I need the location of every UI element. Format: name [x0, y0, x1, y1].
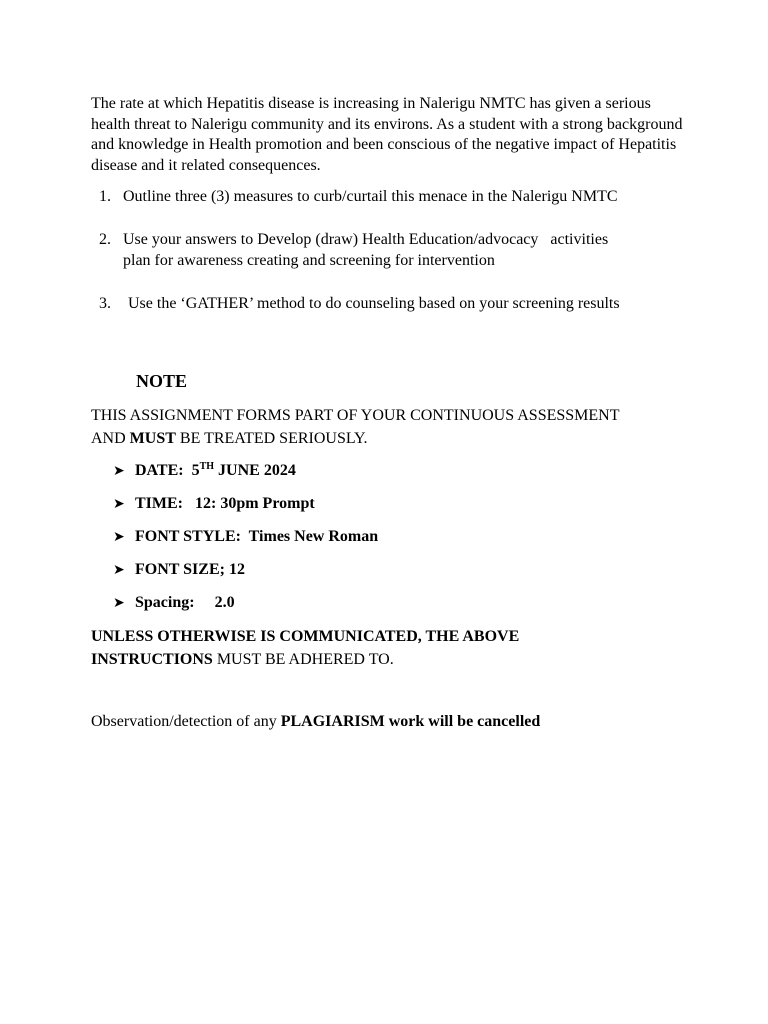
instruction-time — [113, 494, 315, 514]
adherence-notice — [91, 625, 691, 671]
question-number: 2. — [99, 231, 111, 248]
font-size-text: FONT SIZE; 12 — [135, 561, 245, 578]
question-text-line2: plan for awareness creating and screening for intervention — [123, 251, 495, 269]
question-number: 3. — [99, 295, 111, 312]
date-superscript: TH — [199, 461, 215, 472]
note-heading: NOTE — [136, 371, 188, 391]
date-suffix: JUNE 2024 — [214, 462, 296, 479]
instruction-date — [113, 461, 296, 481]
arrow-bullet-icon: ➤ — [113, 463, 125, 479]
arrow-bullet-icon: ➤ — [113, 529, 125, 545]
question-item-3 — [99, 294, 620, 315]
arrow-bullet-icon: ➤ — [113, 595, 125, 611]
instruction-spacing — [113, 593, 235, 613]
font-style-text: FONT STYLE: Times New Roman — [135, 528, 379, 545]
arrow-bullet-icon: ➤ — [113, 562, 125, 578]
arrow-bullet-icon: ➤ — [113, 496, 125, 512]
instruction-font-style — [113, 527, 378, 547]
assignment-line2-post: BE TREATED SERIOUSLY. — [175, 430, 368, 447]
instruction-font-size — [113, 560, 245, 580]
spacing-text: Spacing: 2.0 — [135, 594, 235, 611]
assignment-must: MUST — [129, 430, 176, 447]
question-text: Outline three (3) measures to curb/curtail this menace in the Nalerigu NMTC — [123, 188, 618, 205]
assignment-line2-pre: AND — [91, 430, 130, 447]
time-text: TIME: 12: 30pm Prompt — [135, 495, 315, 512]
adherence-line1: UNLESS OTHERWISE IS COMMUNICATED, THE ABOVE — [91, 628, 520, 645]
question-number: 1. — [99, 188, 111, 205]
assignment-line1: THIS ASSIGNMENT FORMS PART OF YOUR CONTINUOUS ASSESSMENT — [91, 407, 620, 424]
question-text — [123, 230, 608, 271]
adherence-line2-rest: MUST BE ADHERED TO. — [212, 651, 394, 668]
question-item-2 — [99, 230, 608, 271]
intro-paragraph: The rate at which Hepatitis disease is increasing in Nalerigu NMTC has given a serious health threat to Nalerigu community and its environs. As a student with a strong background and knowledge in Health promotion and been conscious of the negative impact of Hepatitis disease and it related consequences. — [91, 95, 683, 174]
plagiarism-warning — [91, 712, 540, 732]
question-text: Use the ‘GATHER’ method to do counseling based on your screening results — [128, 295, 620, 312]
question-text-line1: Use your answers to Develop (draw) Health Education/advocacy activities — [123, 231, 609, 248]
assignment-notice — [91, 404, 701, 450]
plagiarism-bold: PLAGIARISM work will be cancelled — [280, 713, 541, 730]
adherence-instructions: INSTRUCTIONS — [91, 651, 213, 668]
plagiarism-pre: Observation/detection of any — [91, 713, 281, 730]
date-prefix: DATE: 5 — [135, 462, 200, 479]
question-item-1 — [99, 187, 618, 208]
